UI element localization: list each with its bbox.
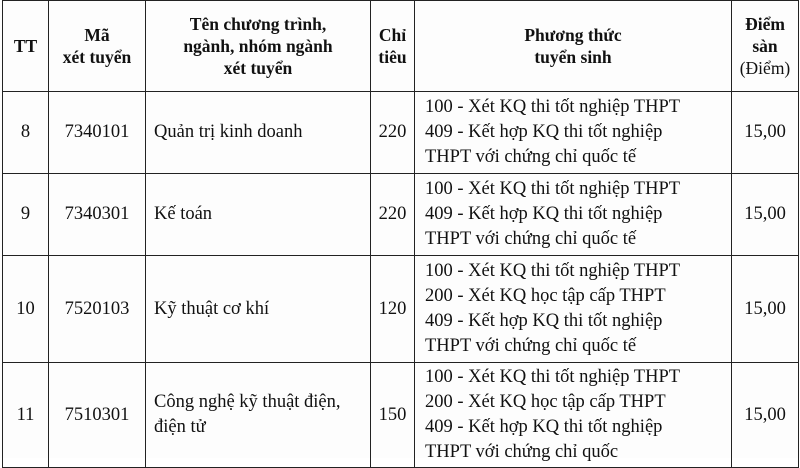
cell-tt: 11 [3,363,49,468]
cell-code: 7340301 [49,174,146,256]
cell-code: 7340101 [49,92,146,174]
cell-code: 7510301 [49,363,146,468]
cell-code: 7520103 [49,256,146,363]
cell-name: Kế toán [146,174,371,256]
cell-methods: 100 - Xét KQ thi tốt nghiệp THPT 409 - Kết hợp KQ thi tốt nghiệp THPT với chứng chỉ quốc tế [415,174,732,256]
admission-table [2,0,799,468]
header-row [3,1,799,92]
cell-score: 15,00 [732,256,799,363]
cell-quota: 150 [371,363,415,468]
cell-name: Kỹ thuật cơ khí [146,256,371,363]
table-row [3,174,799,256]
cell-quota: 220 [371,174,415,256]
cell-score: 15,00 [732,92,799,174]
cell-quota: 120 [371,256,415,363]
cell-tt: 9 [3,174,49,256]
table-row [3,256,799,363]
header-score: Điểm sàn (Điểm) [732,1,799,92]
cell-methods: 100 - Xét KQ thi tốt nghiệp THPT 200 - Xét KQ học tập cấp THPT 409 - Kết hợp KQ thi tốt nghiệp THPT với chứng chỉ quốc [415,363,732,468]
cell-tt: 10 [3,256,49,363]
header-quota: Chỉ tiêu [371,1,415,92]
header-name: Tên chương trình, ngành, nhóm ngành xét tuyển [146,1,371,92]
cell-name: Công nghệ kỹ thuật điện, điện tử [146,363,371,468]
cell-tt: 8 [3,92,49,174]
cell-score: 15,00 [732,174,799,256]
table-row [3,363,799,468]
table-row [3,92,799,174]
header-tt: TT [3,1,49,92]
header-methods: Phương thức tuyển sinh [415,1,732,92]
cell-name: Quản trị kinh doanh [146,92,371,174]
header-code: Mã xét tuyển [49,1,146,92]
cell-methods: 100 - Xét KQ thi tốt nghiệp THPT 409 - Kết hợp KQ thi tốt nghiệp THPT với chứng chỉ quốc tế [415,92,732,174]
cell-score: 15,00 [732,363,799,468]
cell-methods: 100 - Xét KQ thi tốt nghiệp THPT 200 - Xét KQ học tập cấp THPT 409 - Kết hợp KQ thi tốt nghiệp THPT với chứng chỉ quốc tế [415,256,732,363]
cell-quota: 220 [371,92,415,174]
